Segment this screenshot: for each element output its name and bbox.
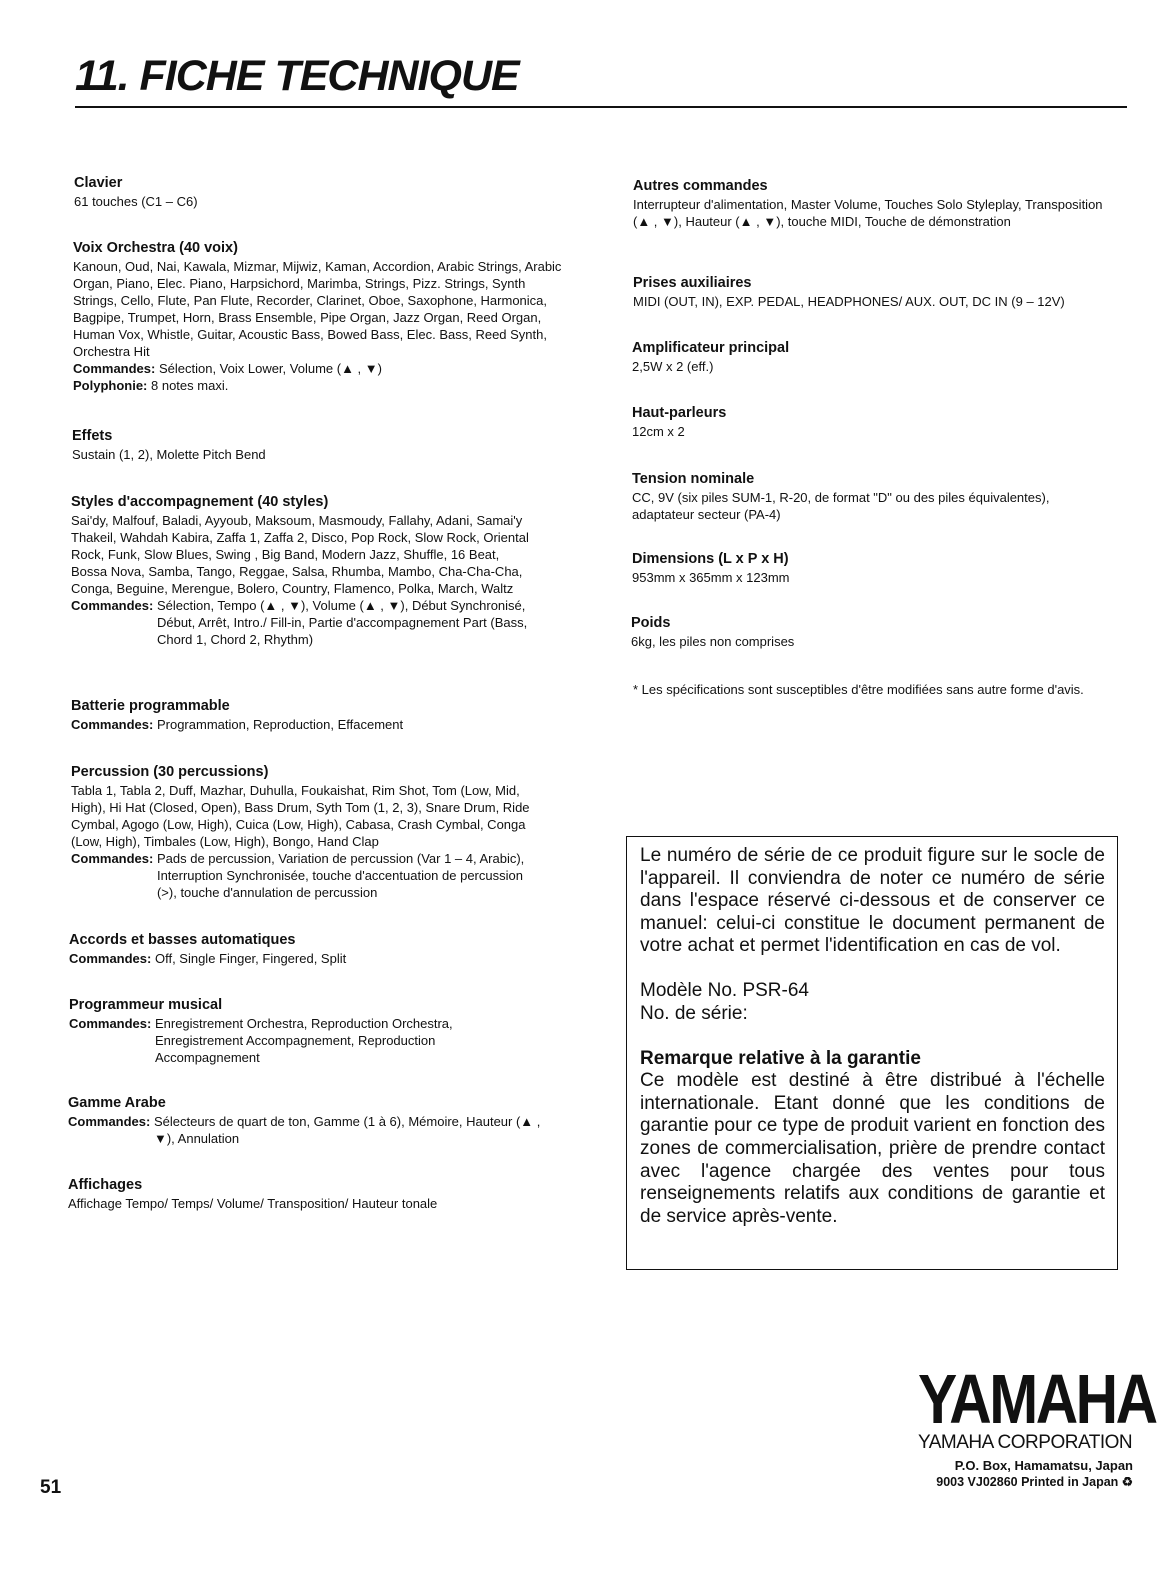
section-heading: Poids xyxy=(631,615,671,631)
section-poids xyxy=(631,614,1111,650)
section-heading: Haut-parleurs xyxy=(632,405,727,421)
section-clavier xyxy=(74,174,564,210)
commandes-label: Commandes: xyxy=(71,598,157,613)
commandes-label: Commandes: xyxy=(69,951,155,966)
serial-text: Le numéro de série de ce produit figure sur le socle de l'appareil. Il conviendra de noter ce numéro de série dans l'espace réservé ci-dessous et de conserver ce manuel: celui-ci constitue le document permanent de votre achat et permet l'identification en cas de vol. xyxy=(640,845,1105,957)
yamaha-footer xyxy=(918,1360,1156,1490)
section-text: CC, 9V (six piles SUM-1, R-20, de format "D" ou des piles équivalentes), adaptateur secteur (PA-4) xyxy=(632,490,1050,522)
section-heading: Gamme Arabe xyxy=(68,1095,166,1111)
commandes-value: Pads de percussion, Variation de percussion (Var 1 – 4, Arabic), Interruption Synchronisée, touche d'accentuation de percussion (>), touche d'annulation de percussion xyxy=(156,851,525,900)
section-accords xyxy=(69,931,559,967)
section-batterie xyxy=(71,697,561,733)
section-heading: Clavier xyxy=(74,175,123,191)
commandes-value: Off, Single Finger, Fingered, Split xyxy=(154,951,347,966)
section-voix-orchestra xyxy=(73,239,563,394)
section-heading: Voix Orchestra (40 voix) xyxy=(73,240,238,256)
corporation-name: YAMAHA CORPORATION xyxy=(918,1432,1133,1453)
section-heading: Prises auxiliaires xyxy=(633,275,752,291)
section-effets xyxy=(72,427,562,463)
section-styles xyxy=(71,493,536,648)
section-text: 2,5W x 2 (eff.) xyxy=(632,359,714,374)
serial-label: No. de série: xyxy=(640,1002,748,1024)
section-text: 12cm x 2 xyxy=(632,424,685,439)
commandes-value: Sélection, Tempo (▲ , ▼), Volume (▲ , ▼), Début Synchronisé, Début, Arrêt, Intro./ Fill-in, Partie d'accompagnement Part (Bass, Chord 1, Chord 2, Rhythm) xyxy=(156,598,528,647)
polyphonie-row xyxy=(73,377,563,394)
commandes-row xyxy=(71,597,536,648)
commandes-label: Commandes: xyxy=(71,717,157,732)
section-text: Interrupteur d'alimentation, Master Volume, Touches Solo Styleplay, Transposition (▲ , ▼), Hauteur (▲ , ▼), touche MIDI, Touche de démonstration xyxy=(633,197,1103,229)
serial-warranty-box xyxy=(626,836,1118,1270)
commandes-row xyxy=(73,360,563,377)
section-heading: Dimensions (L x P x H) xyxy=(632,551,789,567)
polyphonie-label: Polyphonie: xyxy=(73,378,151,393)
section-heading: Effets xyxy=(72,428,113,444)
commandes-label: Commandes: xyxy=(68,1114,154,1129)
section-text: Affichage Tempo/ Temps/ Volume/ Transposition/ Hauteur tonale xyxy=(68,1196,438,1211)
section-ampli xyxy=(632,339,1112,375)
section-heading: Autres commandes xyxy=(633,178,768,194)
warranty-text: Ce modèle est destiné à être distribué à l'échelle internationale. Etant donné que les conditions de garantie pour ce type de produit varient en fonction des zones de commercialisation, prière de prendre contact avec l'agence chargée des ventes pour tous renseignements relatifs aux conditions de garantie et de service après-vente. xyxy=(640,1070,1105,1227)
commandes-label: Commandes: xyxy=(69,1016,155,1031)
commandes-row xyxy=(69,950,559,967)
section-heading: Amplificateur principal xyxy=(632,340,790,356)
commandes-value: Programmation, Reproduction, Effacement xyxy=(156,717,404,732)
commandes-value: Sélecteurs de quart de ton, Gamme (1 à 6), Mémoire, Hauteur (▲ , ▼), Annulation xyxy=(153,1114,541,1146)
section-text: Tabla 1, Tabla 2, Duff, Mazhar, Duhulla, Foukaishat, Rim Shot, Tom (Low, Mid, High), Hi Hat (Closed, Open), Bass Drum, Syth Tom (1, 2, 3), Snare Drum, Ride Cymbal, Agogo (Low, High), Cuica (Low, High), Cabasa, Crash Cymbal, Conga (Low, High), Timbales (Low, High), Bongo, Hand Clap xyxy=(71,783,530,849)
page-title: 11. FICHE TECHNIQUE xyxy=(75,52,519,100)
section-heading: Styles d'accompagnement (40 styles) xyxy=(71,494,329,510)
commandes-row xyxy=(71,850,546,901)
warranty-heading: Remarque relative à la garantie xyxy=(640,1048,921,1070)
section-heading: Affichages xyxy=(68,1177,143,1193)
commandes-row xyxy=(69,1015,509,1066)
yamaha-logo: YAMAHA xyxy=(918,1360,1156,1438)
section-affichages xyxy=(68,1176,558,1212)
corporation-address: P.O. Box, Hamamatsu, Japan xyxy=(954,1458,1133,1473)
section-haut-parleurs xyxy=(632,404,1112,440)
commandes-row xyxy=(68,1113,558,1147)
section-text: 61 touches (C1 – C6) xyxy=(74,194,198,209)
section-heading: Accords et basses automatiques xyxy=(69,932,296,948)
section-text: MIDI (OUT, IN), EXP. PEDAL, HEADPHONES/ AUX. OUT, DC IN (9 – 12V) xyxy=(633,294,1065,309)
commandes-row xyxy=(71,716,561,733)
section-autres-commandes xyxy=(633,177,1113,230)
section-gamme-arabe xyxy=(68,1094,558,1147)
commandes-value: Sélection, Voix Lower, Volume (▲ , ▼) xyxy=(158,361,382,376)
section-text: Sustain (1, 2), Molette Pitch Bend xyxy=(72,447,266,462)
section-text: 953mm x 365mm x 123mm xyxy=(632,570,790,585)
section-prises xyxy=(633,274,1123,310)
section-text: 6kg, les piles non comprises xyxy=(631,634,795,649)
page-number: 51 xyxy=(40,1477,62,1498)
section-heading: Tension nominale xyxy=(632,471,755,487)
commandes-label: Commandes: xyxy=(73,361,159,376)
section-tension xyxy=(632,470,1102,523)
section-text: Sai'dy, Malfouf, Baladi, Ayyoub, Maksoum, Masmoudy, Fallahy, Adani, Samai'y Thakeil, Wahdah Kabira, Zaffa 1, Zaffa 2, Disco, Pop Rock, Slow Rock, Oriental Rock, Funk, Slow Blues, Swing , Big Band, Modern Jazz, Shuffle, 16 Beat, Bossa Nova, Samba, Tango, Reggae, Salsa, Rhumba, Mambo, Cha-Cha-Cha, Conga, Beguine, Merengue, Bolero, Country, Flamenco, Polka, March, Waltz xyxy=(71,513,529,596)
commandes-label: Commandes: xyxy=(71,851,157,866)
model-label: Modèle No. PSR-64 xyxy=(640,979,809,1001)
section-heading: Percussion (30 percussions) xyxy=(71,764,269,780)
print-code: 9003 VJ02860 Printed in Japan ♻ xyxy=(936,1475,1133,1489)
section-dimensions xyxy=(632,550,1112,586)
commandes-value: Enregistrement Orchestra, Reproduction Orchestra, Enregistrement Accompagnement, Reproduction Accompagnement xyxy=(154,1016,453,1065)
section-heading: Programmeur musical xyxy=(69,997,223,1013)
polyphonie-value: 8 notes maxi. xyxy=(151,378,229,393)
section-text: Kanoun, Oud, Nai, Kawala, Mizmar, Mijwiz, Kaman, Accordion, Arabic Strings, Arabic Organ, Piano, Elec. Piano, Harpsichord, Marimba, Strings, Pizz. Strings, Synth Strings, Cello, Flute, Pan Flute, Recorder, Clarinet, Oboe, Saxophone, Harmonica, Bagpipe, Trumpet, Horn, Brass Ensemble, Pipe Organ, Jazz Organ, Reed Organ, Human Vox, Whistle, Guitar, Acoustic Bass, Bowed Bass, Elec. Bass, Reed Synth, Orchestra Hit xyxy=(73,259,562,359)
section-programmeur xyxy=(69,996,509,1066)
title-rule xyxy=(75,106,1127,108)
section-heading: Batterie programmable xyxy=(71,698,230,714)
section-percussion xyxy=(71,763,546,901)
specification-note: * Les spécifications sont susceptibles d'être modifiées sans autre forme d'avis. xyxy=(633,682,1084,697)
